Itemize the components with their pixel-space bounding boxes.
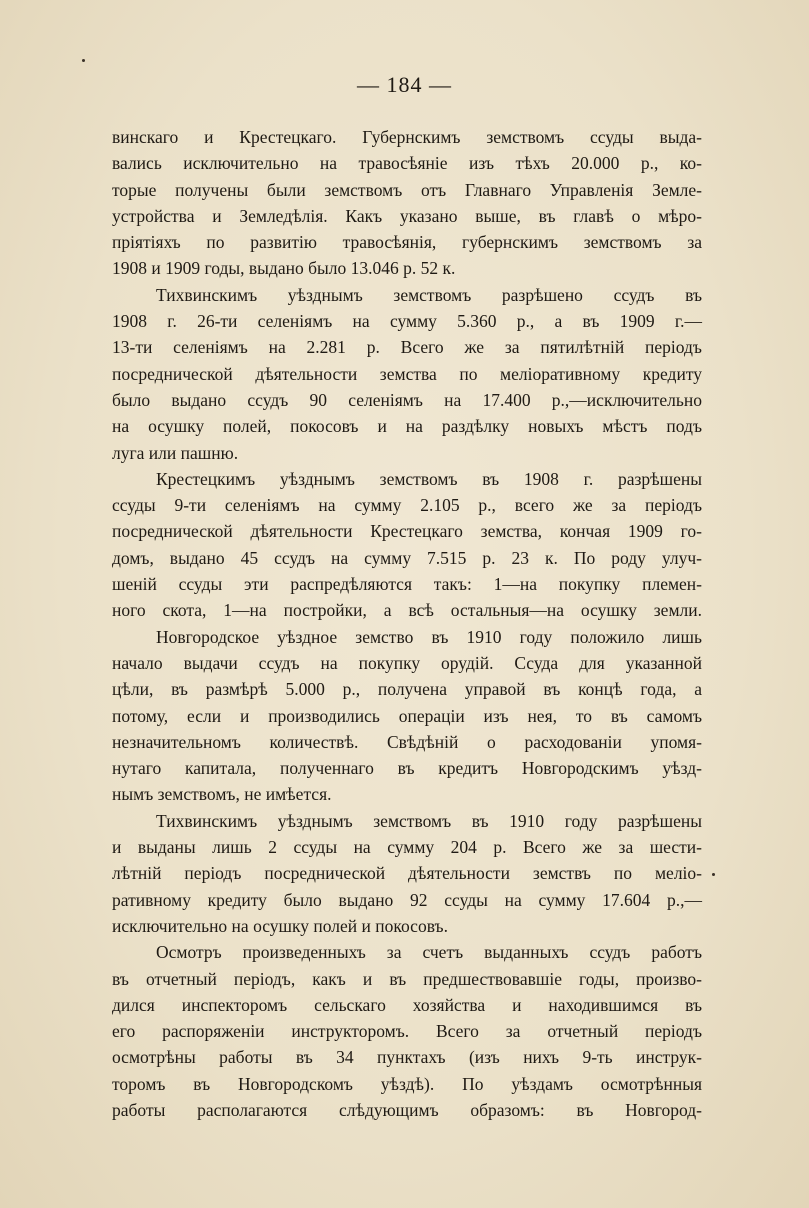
text-line: дился инспекторомъ сельскаго хозяйства и находившимся въ (112, 994, 702, 1015)
text-line: работы располагаются слѣдующимъ образомъ: въ Новгород- (112, 1099, 702, 1120)
text-line: ссуды 9-ти селеніямъ на сумму 2.105 р., всего же за періодъ (112, 495, 702, 516)
paragraph (112, 124, 702, 282)
text-line: Крестецкимъ уѣзднымъ земствомъ въ 1908 г. разрѣшены (156, 468, 702, 489)
text-line: нымъ земствомъ, не имѣется. (112, 784, 332, 805)
text-line: осмотрѣны работы въ 34 пунктахъ (изъ нихъ 9-ть инструк- (112, 1047, 702, 1068)
text-line: луга или пашню. (112, 442, 239, 463)
text-line: Новгородское уѣздное земство въ 1910 году положило лишь (156, 626, 702, 647)
paragraph (112, 808, 702, 939)
text-line: потому, если и производились операціи изъ нея, то въ самомъ (112, 705, 702, 726)
text-line: пріятіяхъ по развитію травосѣянія, губернскимъ земствомъ за (112, 232, 702, 253)
text-line: было выдано ссудъ 90 селеніямъ на 17.400 р.,—исключительно (112, 389, 702, 410)
text-line: нутаго капитала, полученнаго въ кредитъ Новгородскимъ уѣзд- (112, 758, 702, 779)
ink-speck (712, 873, 715, 876)
text-line: въ отчетный періодъ, какъ и въ предшествовавшіе годы, произво- (112, 968, 702, 989)
text-line: Осмотръ произведенныхъ за счетъ выданныхъ ссудъ работъ (156, 942, 702, 963)
text-line: посреднической дѣятельности Крестецкаго земства, кончая 1909 го- (112, 521, 702, 542)
text-line: на осушку полей, покосовъ и на раздѣлку новыхъ мѣстъ подъ (112, 416, 702, 437)
paragraph (112, 466, 702, 624)
text-line: ративному кредиту было выдано 92 ссуды на сумму 17.604 р.,— (112, 889, 702, 910)
text-line: домъ, выдано 45 ссудъ на сумму 7.515 р. 23 к. По роду улуч- (112, 547, 702, 568)
text-line: посреднической дѣятельности земства по меліоративному кредиту (112, 363, 702, 384)
text-line: незначительномъ количествѣ. Свѣдѣній о расходованіи упомя- (112, 731, 702, 752)
text-line: 13-ти селеніямъ на 2.281 р. Всего же за пятилѣтній періодъ (112, 337, 702, 358)
text-line: цѣли, въ размѣрѣ 5.000 р., получена управой въ концѣ года, а (112, 679, 702, 700)
text-line: торые получены были земствомъ отъ Главнаго Управленія Земле- (112, 179, 702, 200)
text-line: шеній ссуды эти распредѣляются такъ: 1—на покупку племен- (112, 574, 702, 595)
text-line: ного скота, 1—на постройки, а всѣ остальныя—на осушку земли. (112, 600, 702, 621)
text-line: исключительно на осушку полей и покосовъ. (112, 915, 448, 936)
body-text (112, 124, 702, 1123)
text-line: 1908 и 1909 годы, выдано было 13.046 р. 52 к. (112, 258, 456, 279)
text-line: лѣтній періодъ посреднической дѣятельности земствъ по меліо- (112, 863, 702, 884)
text-line: 1908 г. 26-ти селеніямъ на сумму 5.360 р., а въ 1909 г.— (112, 311, 702, 332)
text-line: и выданы лишь 2 ссуды на сумму 204 р. Всего же за шести- (112, 837, 702, 858)
ink-speck (82, 59, 85, 62)
paragraph (112, 282, 702, 466)
text-line: винскаго и Крестецкаго. Губернскимъ земствомъ ссуды выда- (112, 127, 702, 147)
text-line: Тихвинскимъ уѣзднымъ земствомъ въ 1910 году разрѣшены (156, 810, 702, 831)
text-line: его распоряженіи инструкторомъ. Всего за отчетный періодъ (112, 1021, 702, 1042)
text-line: начало выдачи ссудъ на покупку орудій. Ссуда для указанной (112, 652, 702, 673)
text-line: устройства и Земледѣлія. Какъ указано выше, въ главѣ о мѣро- (112, 205, 702, 226)
page-number: — 184 — (357, 72, 452, 97)
paragraph (112, 939, 702, 1123)
text-line: Тихвинскимъ уѣзднымъ земствомъ разрѣшено ссудъ въ (156, 284, 702, 305)
paragraph (112, 624, 702, 808)
text-line: торомъ въ Новгородскомъ уѣздѣ). По уѣздамъ осмотрѣнныя (112, 1073, 702, 1094)
text-line: вались исключительно на травосѣяніе изъ тѣхъ 20.000 р., ко- (112, 153, 702, 174)
